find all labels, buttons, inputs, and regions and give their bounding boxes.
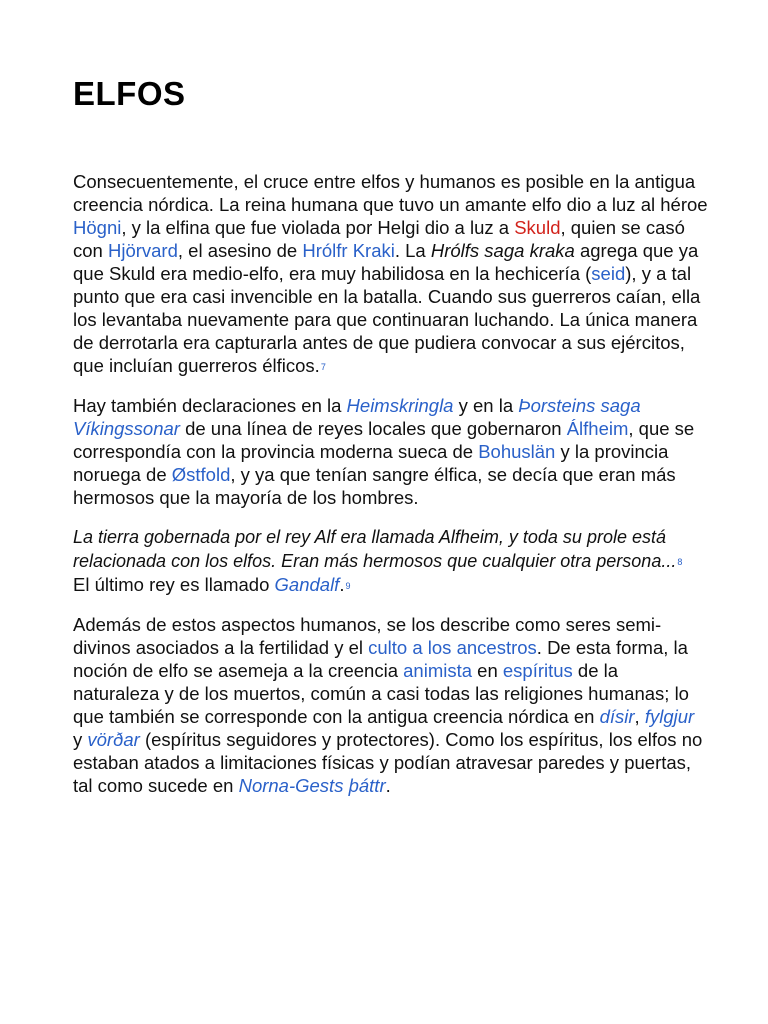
link-seid[interactable]: seid — [591, 263, 626, 284]
link-thorsteins-saga[interactable]: Þorsteins saga Víkingssonar — [73, 395, 641, 439]
article-body — [73, 170, 708, 797]
link-animista[interactable]: animista — [403, 660, 473, 681]
link-culto-ancestros[interactable]: culto a los ancestros — [368, 637, 537, 658]
text-segment: y la provincia noruega de — [73, 441, 669, 485]
text-segment: , que se correspondía con la provincia moderna sueca de — [73, 418, 695, 462]
text-segment: y — [73, 729, 88, 750]
text-segment: . De esta forma, la noción de elfo se asemeja a la creencia — [73, 637, 688, 681]
text-segment: Consecuentemente, el cruce entre elfos y humanos es posible en la antigua creencia nórdica. La reina humana que tuvo un amante elfo dio a luz al héroe — [73, 171, 708, 215]
link-bohuslan[interactable]: Bohuslän — [478, 441, 556, 462]
link-gandalf[interactable]: Gandalf — [274, 574, 340, 595]
link-disir[interactable]: dísir — [599, 706, 635, 727]
quote-text: La tierra gobernada por el rey Alf era llamada Alfheim, y toda su prole está relacionada con los elfos. Eran más hermosos que cualquier otra persona... — [73, 527, 677, 571]
footnote-ref-9[interactable]: 9 — [345, 581, 351, 591]
text-segment: , y la elfina que fue violada por Helgi dio a luz a — [121, 217, 515, 238]
link-norna-gests-thattr[interactable]: Norna-Gests þáttr — [238, 775, 386, 796]
text-segment: ), y a tal punto que era casi invencible en la batalla. Cuando sus guerreros caían, ella los levantaba nuevamente para que continuaran luchando. La única manera de derrotarla era capturarla antes de que pudiera convocar a sus ejércitos, que incluían guerreros élficos. — [73, 263, 701, 376]
link-espiritus[interactable]: espíritus — [502, 660, 573, 681]
link-fylgjur[interactable]: fylgjur — [644, 706, 695, 727]
paragraph-skuld — [73, 170, 708, 377]
text-segment: . — [339, 574, 345, 595]
text-segment: , el asesino de — [177, 240, 303, 261]
text-segment: . La — [394, 240, 431, 261]
paragraph-alfheim — [73, 394, 708, 509]
text-segment: de una línea de reyes locales que gobernaron — [179, 418, 567, 439]
text-segment: agrega que ya que Skuld era medio-elfo, era muy habilidosa en la hechicería ( — [73, 240, 699, 284]
footnote-ref-8[interactable]: 8 — [677, 556, 683, 567]
text-segment: , — [634, 706, 645, 727]
link-hjorvard[interactable]: Hjörvard — [107, 240, 178, 261]
link-skuld[interactable]: Skuld — [514, 217, 561, 238]
link-ostfold[interactable]: Østfold — [171, 464, 231, 485]
link-hogni[interactable]: Högni — [73, 217, 122, 238]
link-heimskringla[interactable]: Heimskringla — [346, 395, 454, 416]
italic-hrolfs-saga: Hrólfs saga kraka — [430, 240, 575, 261]
text-segment: y en la — [453, 395, 519, 416]
link-vordar[interactable]: vörðar — [87, 729, 140, 750]
text-segment: , quien se casó con — [73, 217, 685, 261]
text-segment: Además de estos aspectos humanos, se los describe como seres semi-divinos asociados a la fertilidad y el — [73, 614, 662, 658]
block-quote — [73, 526, 708, 573]
paragraph-spirits — [73, 613, 708, 797]
text-segment: El último rey es llamado — [73, 574, 275, 595]
link-hrolfr-kraki[interactable]: Hrólfr Kraki — [302, 240, 395, 261]
text-segment: , y ya que tenían sangre élfica, se decía que eran más hermosos que la mayoría de los hombres. — [73, 464, 676, 508]
link-alfheim[interactable]: Álfheim — [566, 418, 629, 439]
text-segment: de la naturaleza y de los muertos, común a casi todas las religiones humanas; lo que también se corresponde con la antigua creencia nórdica en — [73, 660, 689, 727]
text-segment: Hay también declaraciones en la — [73, 395, 347, 416]
text-segment: en — [472, 660, 503, 681]
text-segment: . — [385, 775, 391, 796]
footnote-ref-7[interactable]: 7 — [320, 362, 326, 372]
paragraph-gandalf — [73, 573, 708, 596]
text-segment: (espíritus seguidores y protectores). Como los espíritus, los elfos no estaban atados a limitaciones físicas y podían atravesar paredes y puertas, tal como sucede en — [73, 729, 703, 796]
page-title: ELFOS — [73, 75, 186, 112]
